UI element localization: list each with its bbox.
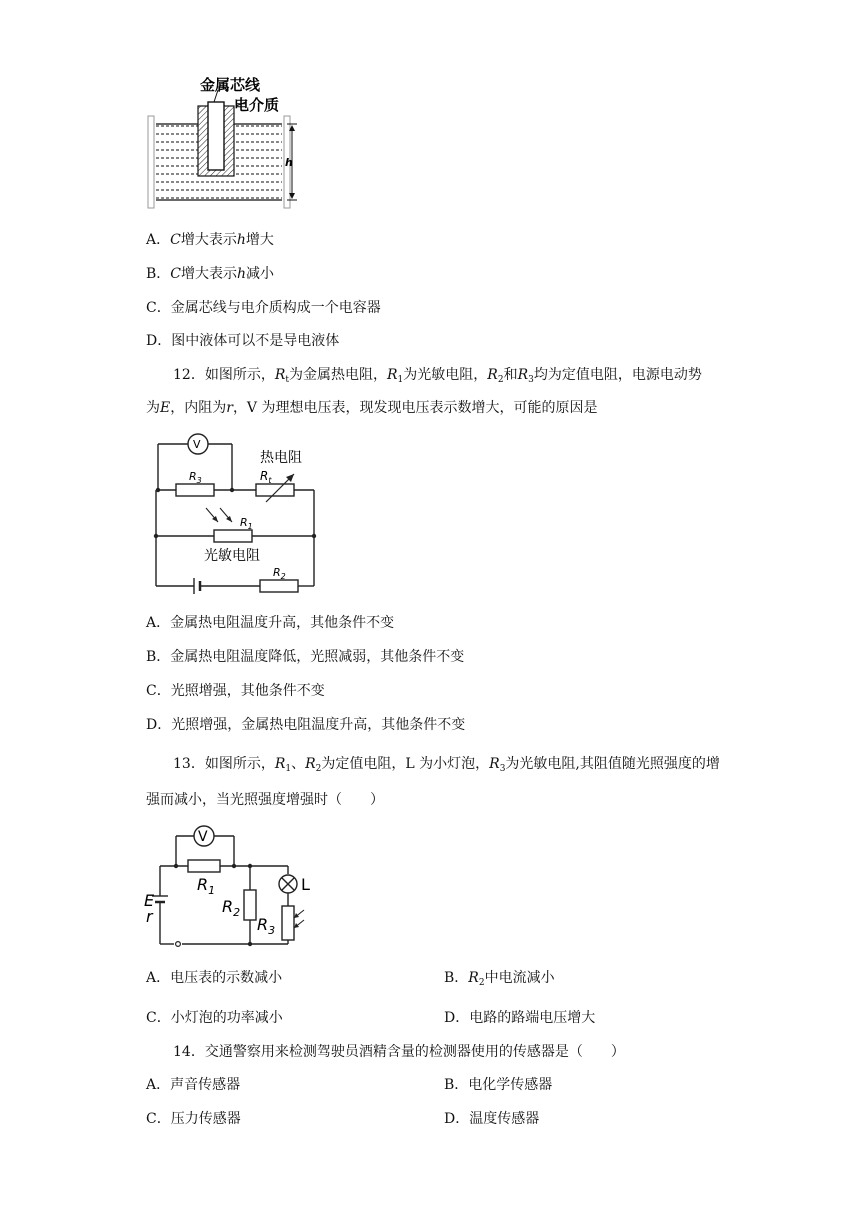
q13-fig-l: L xyxy=(301,875,310,894)
q12-fig-photo-label: 光敏电阻 xyxy=(204,548,260,564)
q11-fig-core-label: 金属芯线 xyxy=(200,76,261,94)
q12-stem-line1: 12．如图所示，$R_t$为金属热电阻，$R_1$为光敏电阻，$R_2$和$R_3$均为定值电阻，电源电动势 xyxy=(173,367,702,385)
q12-fig-r3: $R_3$ xyxy=(189,470,202,485)
q12-stem-line2: 为E，内阻为r，V 为理想电压表，现发现电压表示数增大，可能的原因是 xyxy=(146,400,598,416)
q12-fig-r2: $R_2$ xyxy=(273,566,286,581)
q12-fig-hot-label: 热电阻 xyxy=(260,450,302,466)
q14-stem: 14．交通警察用来检测驾驶员酒精含量的检测器使用的传感器是（ ） xyxy=(173,1044,625,1060)
q11-option-a[interactable]: A．C增大表示h增大 xyxy=(146,232,274,248)
q13-option-c[interactable]: C．小灯泡的功率减小 xyxy=(146,1010,283,1026)
q11-fig-dielectric-label: 电介质 xyxy=(234,96,280,114)
q12-option-d[interactable]: D．光照增强，金属热电阻温度升高，其他条件不变 xyxy=(146,717,466,733)
q11-option-c[interactable]: C．金属芯线与电介质构成一个电容器 xyxy=(146,300,381,316)
q13-stem-line1: 13．如图所示，$R_1$、$R_2$为定值电阻，L 为小灯泡，$R_3$为光敏电阻,其阻值随光照强度的增 xyxy=(173,756,720,774)
q14-option-b[interactable]: B．电化学传感器 xyxy=(444,1077,553,1093)
q14-option-d[interactable]: D．温度传感器 xyxy=(444,1111,540,1127)
q13-circuit-figure xyxy=(140,818,330,954)
q12-fig-rt: $R_t$ xyxy=(260,469,272,485)
q13-option-a[interactable]: A．电压表的示数减小 xyxy=(146,970,283,986)
q13-fig-e: E xyxy=(144,891,155,910)
q11-figure xyxy=(144,72,304,212)
q13-fig-r3: $R_3$ xyxy=(257,915,276,937)
q11-fig-h-label: h xyxy=(285,156,293,169)
q11-option-d[interactable]: D．图中液体可以不是导电液体 xyxy=(146,333,340,349)
q13-fig-r1: $R_1$ xyxy=(197,875,216,897)
q13-fig-v: V xyxy=(198,829,208,845)
q12-fig-r1: $R_1$ xyxy=(240,516,253,531)
q12-fig-v: V xyxy=(193,438,201,451)
q11-option-b[interactable]: B．C增大表示h减小 xyxy=(146,266,275,282)
q12-circuit-figure xyxy=(148,428,328,598)
q13-fig-r: r xyxy=(146,907,153,926)
q14-option-c[interactable]: C．压力传感器 xyxy=(146,1111,241,1127)
q12-option-c[interactable]: C．光照增强，其他条件不变 xyxy=(146,683,325,699)
q13-fig-r2: $R_2$ xyxy=(222,897,241,919)
q13-option-b[interactable]: B．$R_2$中电流减小 xyxy=(444,970,555,988)
q12-option-a[interactable]: A．金属热电阻温度升高，其他条件不变 xyxy=(146,615,395,631)
q14-option-a[interactable]: A．声音传感器 xyxy=(146,1077,241,1093)
q13-option-d[interactable]: D．电路的路端电压增大 xyxy=(444,1010,596,1026)
q13-stem-line2: 强而减小，当光照强度增强时（ ） xyxy=(146,792,384,808)
q12-option-b[interactable]: B．金属热电阻温度降低，光照减弱，其他条件不变 xyxy=(146,649,465,665)
